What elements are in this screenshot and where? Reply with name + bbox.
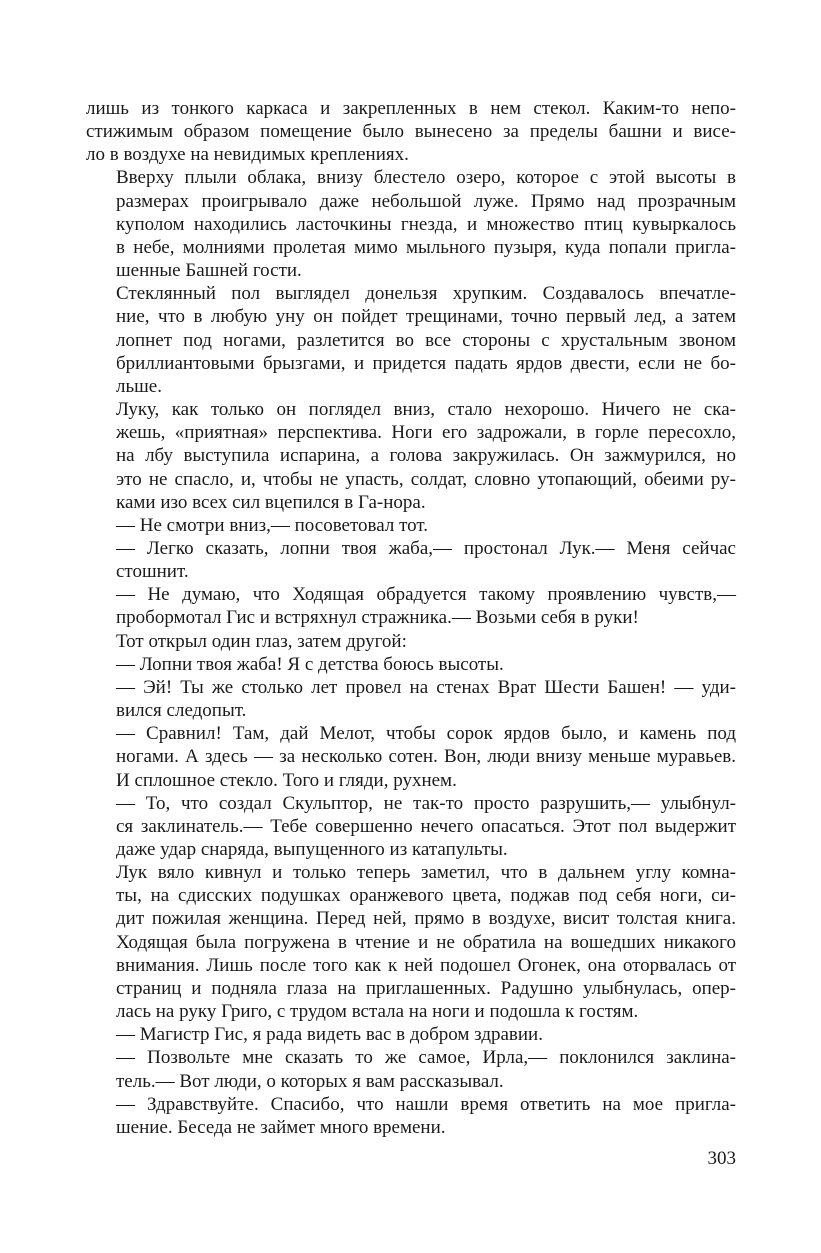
text-line: бриллиантовыми брызгами, и придется падать ярдов двести, если не бо- xyxy=(116,352,736,374)
text-line: лопнет под ногами, разлетится во все стороны с хрустальным звоном xyxy=(116,329,736,351)
text-line: ты, на сдисских подушках оранжевого цвета, поджав под себя ноги, си- xyxy=(116,885,736,907)
text-line: Тот открыл один глаз, затем другой: xyxy=(116,630,407,652)
text-line: жешь, «приятная» перспектива. Ноги его задрожали, в горле пересохло, xyxy=(116,422,736,444)
text-line: в небе, молниями пролетая мимо мыльного пузыря, куда попали пригла- xyxy=(116,236,736,258)
text-line: Стеклянный пол выглядел донельзя хрупким. Создавалось впечатле- xyxy=(116,283,736,305)
text-line: дит пожилая женщина. Перед ней, прямо в воздухе, висит толстая книга. xyxy=(116,908,736,930)
text-line: на лбу выступила испарина, а голова закружилась. Он зажмурился, но xyxy=(116,445,736,467)
paragraph xyxy=(86,514,736,537)
page-body xyxy=(86,97,736,1139)
text-line: пробормотал Гис и встряхнул стражника.— Возьми себя в руки! xyxy=(116,607,639,629)
text-line: внимания. Лишь после того как к ней подошел Огонек, она оторвалась от xyxy=(116,954,736,976)
text-line: шение. Беседа не займет много времени. xyxy=(116,1116,446,1138)
text-line: — Легко сказать, лопни твоя жаба,— простонал Лук.— Меня сейчас xyxy=(116,537,736,559)
paragraph xyxy=(86,166,736,282)
text-line: Ходящая была погружена в чтение и не обратила на вошедших никакого xyxy=(116,931,736,953)
text-line: даже удар снаряда, выпущенного из катапульты. xyxy=(116,839,508,860)
text-line: Вверху плыли облака, внизу блестело озеро, которое с этой высоты в xyxy=(116,167,736,189)
paragraph xyxy=(86,653,736,676)
text-line: куполом находились ласточкины гнезда, и множество птиц кувыркалось xyxy=(116,213,736,235)
text-line: размерах проигрывало даже небольшой луже. Прямо над прозрачным xyxy=(116,190,736,212)
text-line: ло в воздухе на невидимых креплениях. xyxy=(86,144,409,166)
paragraph xyxy=(86,861,736,1023)
paragraph xyxy=(86,630,736,653)
paragraph xyxy=(86,537,736,583)
paragraph xyxy=(86,722,736,791)
text-line: лишь из тонкого каркаса и закрепленных в нем стекол. Каким-то непо- xyxy=(86,98,736,119)
paragraph xyxy=(86,676,736,722)
text-line: — Лопни твоя жаба! Я с детства боюсь высоты. xyxy=(116,653,504,675)
text-line: — То, что создал Скульптор, не так-то просто разрушить,— улыбнул- xyxy=(116,792,736,814)
text-line: — Не думаю, что Ходящая обрадуется такому проявлению чувств,— xyxy=(116,584,736,606)
text-line: — Эй! Ты же столько лет провел на стенах Врат Шести Башен! — уди- xyxy=(116,676,736,698)
text-line: ся заклинатель.— Тебе совершенно нечего опасаться. Этот пол выдержит xyxy=(116,815,736,837)
text-line: вился следопыт. xyxy=(116,700,247,722)
paragraph xyxy=(86,1093,736,1139)
text-line: страниц и подняла глаза на приглашенных. Радушно улыбнулась, опер- xyxy=(116,977,736,999)
text-line: — Сравнил! Там, дай Мелот, чтобы сорок ярдов было, и камень под xyxy=(116,723,736,745)
text-line: — Здравствуйте. Спасибо, что нашли время ответить на мое пригла- xyxy=(116,1093,736,1115)
text-line: ками изо всех сил вцепился в Га-нора. xyxy=(116,491,426,513)
text-line: стижимым образом помещение было вынесено за пределы башни и висе- xyxy=(86,121,736,143)
text-line: стошнит. xyxy=(116,561,189,583)
text-line: Лук вяло кивнул и только теперь заметил, что в дальнем углу комна- xyxy=(116,862,736,884)
text-line: — Магистр Гис, я рада видеть вас в добром здравии. xyxy=(116,1024,543,1046)
text-line: — Позвольте мне сказать то же самое, Ирла,— поклонился заклина- xyxy=(116,1047,736,1069)
paragraph xyxy=(86,1023,736,1046)
paragraph xyxy=(86,1046,736,1092)
text-line: — Не смотри вниз,— посоветовал тот. xyxy=(116,514,429,536)
paragraph xyxy=(86,97,736,166)
text-line: шенные Башней гости. xyxy=(116,260,302,282)
text-line: тель.— Вот люди, о которых я вам рассказывал. xyxy=(116,1070,504,1092)
text-line: И сплошное стекло. Того и гляди, рухнем. xyxy=(116,769,457,791)
text-line: ние, что в любую уну он пойдет трещинами, точно первый лед, а затем xyxy=(116,306,736,328)
paragraph xyxy=(86,792,736,861)
text-line: Луку, как только он поглядел вниз, стало нехорошо. Ничего не ска- xyxy=(116,399,736,421)
text-line: льше. xyxy=(116,375,162,397)
paragraph xyxy=(86,398,736,514)
page-number: 303 xyxy=(707,1148,736,1169)
paragraph xyxy=(86,282,736,398)
text-line: это не спасло, и, чтобы не упасть, солдат, словно утопающий, обеими ру- xyxy=(116,468,736,490)
paragraph xyxy=(86,583,736,629)
text-line: ногами. А здесь — за несколько сотен. Вон, люди внизу меньше муравьев. xyxy=(116,746,736,768)
text-line: лась на руку Григо, с трудом встала на ноги и подошла к гостям. xyxy=(116,1001,639,1023)
